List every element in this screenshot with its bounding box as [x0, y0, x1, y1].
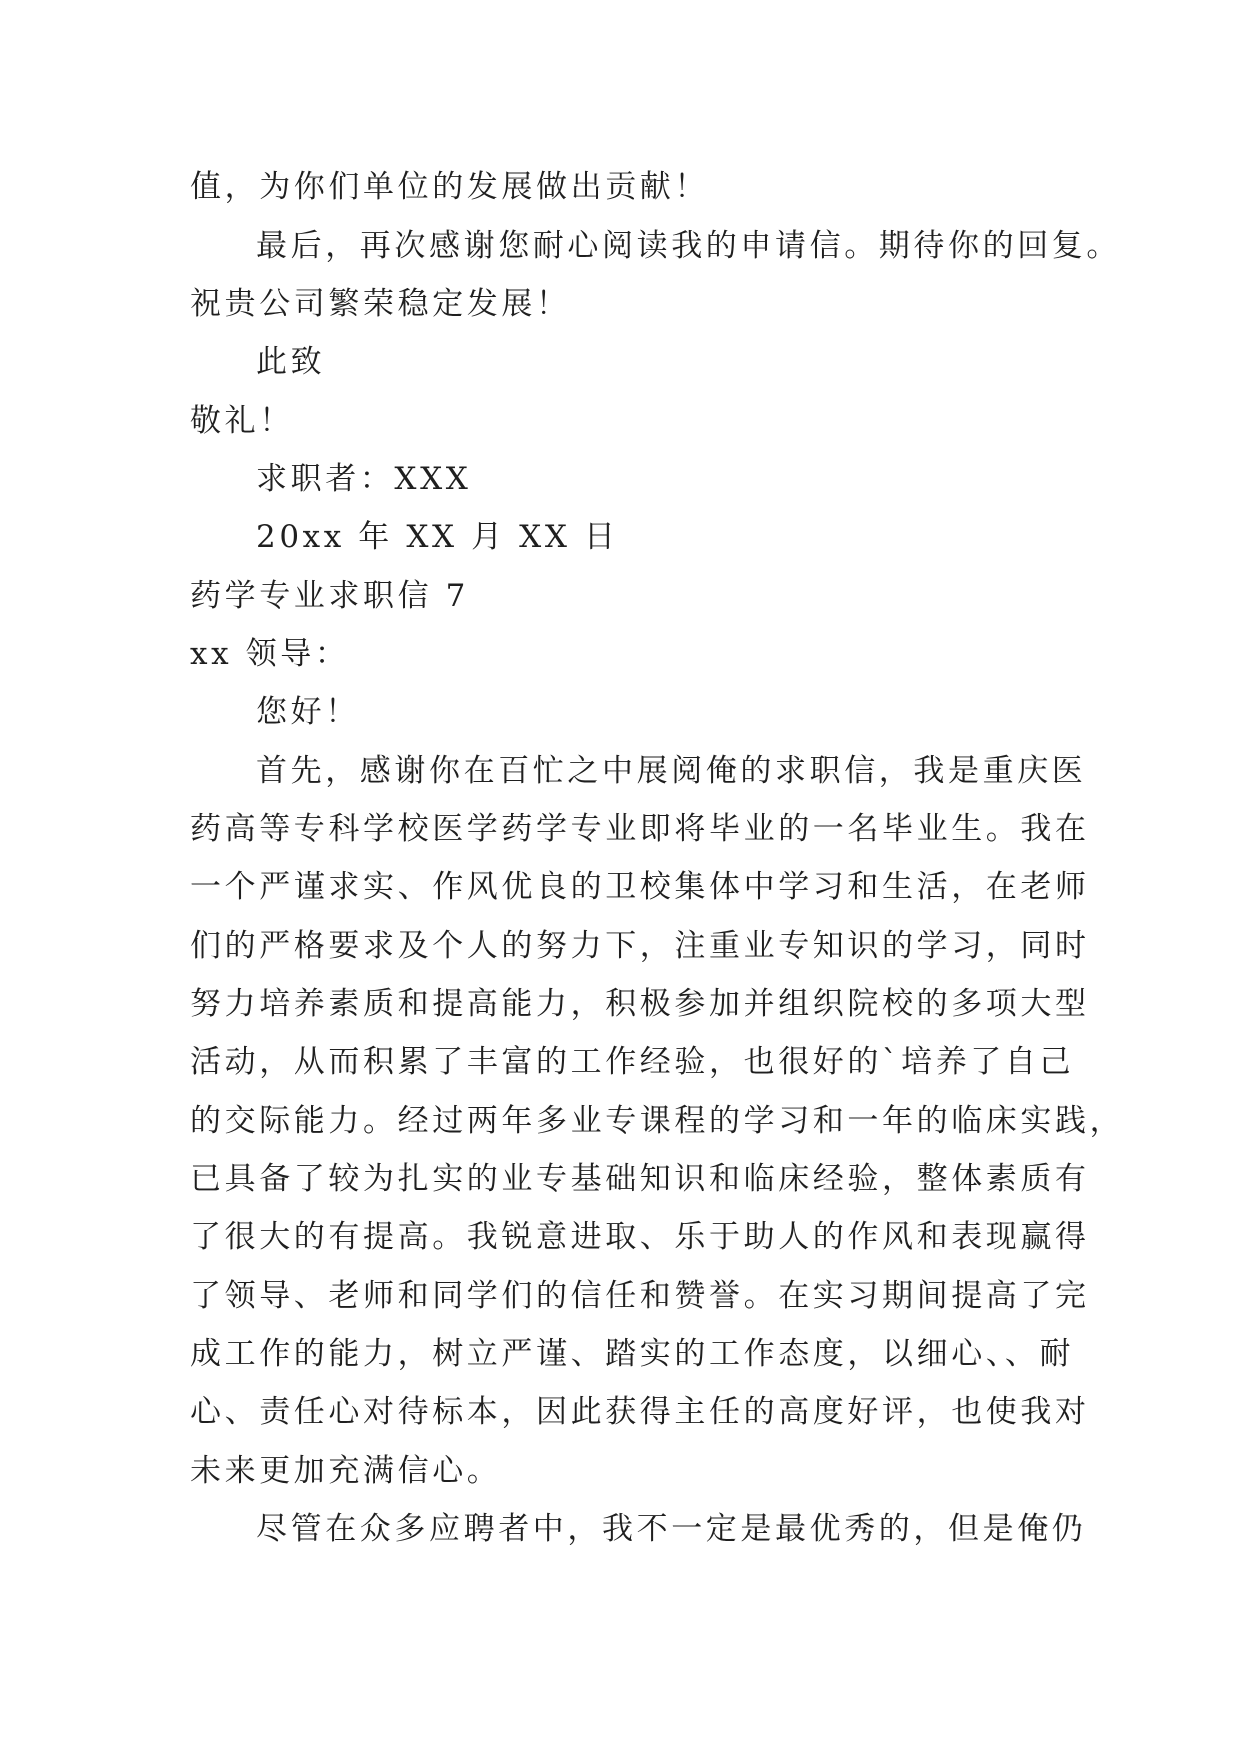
paragraph-line: 活动，从而积累了丰富的工作经验，也很好的`培养了自己 — [190, 1044, 1075, 1080]
paragraph-line: 的交际能力。经过两年多业专课程的学习和一年的临床实践， — [190, 1103, 1125, 1139]
addressee-line: xx 领导： — [190, 636, 350, 672]
date-line: 20xx 年 XX 月 XX 日 — [256, 519, 619, 555]
paragraph-line: 心、责任心对待标本，因此获得主任的高度好评，也使我对 — [190, 1394, 1090, 1430]
paragraph-line: 一个严谨求实、作风优良的卫校集体中学习和生活，在老师 — [190, 869, 1090, 905]
paragraph-line: 尽管在众多应聘者中，我不一定是最优秀的，但是俺仍 — [256, 1511, 1087, 1547]
paragraph-line: 药高等专科学校医学药学专业即将毕业的一名毕业生。我在 — [190, 811, 1090, 847]
paragraph-line: 已具备了较为扎实的业专基础知识和临床经验，整体素质有 — [190, 1161, 1090, 1197]
paragraph-line: 了领导、老师和同学们的信任和赞誉。在实习期间提高了完 — [190, 1278, 1090, 1314]
signature-line: 求职者：XXX — [256, 461, 472, 497]
paragraph-line: 努力培养素质和提高能力，积极参加并组织院校的多项大型 — [190, 986, 1090, 1022]
paragraph-line: 值，为你们单位的发展做出贡献！ — [190, 169, 709, 205]
salutation-line: 敬礼！ — [190, 403, 294, 439]
closing-line: 此致 — [256, 344, 326, 380]
paragraph-line: 未来更加充满信心。 — [190, 1453, 502, 1489]
paragraph-line: 了很大的有提高。我锐意进取、乐于助人的作风和表现赢得 — [190, 1219, 1090, 1255]
greeting-line: 您好！ — [256, 694, 360, 730]
section-title: 药学专业求职信 7 — [190, 578, 469, 614]
paragraph-line: 成工作的能力，树立严谨、踏实的工作态度，以细心、、耐 — [190, 1336, 1075, 1372]
paragraph-line: 最后，再次感谢您耐心阅读我的申请信。期待你的回复。 — [256, 228, 1121, 264]
paragraph-line: 祝贵公司繁荣稳定发展！ — [190, 286, 571, 322]
paragraph-line: 首先，感谢你在百忙之中展阅俺的求职信，我是重庆医 — [256, 753, 1087, 789]
paragraph-line: 们的严格要求及个人的努力下，注重业专知识的学习，同时 — [190, 928, 1090, 964]
